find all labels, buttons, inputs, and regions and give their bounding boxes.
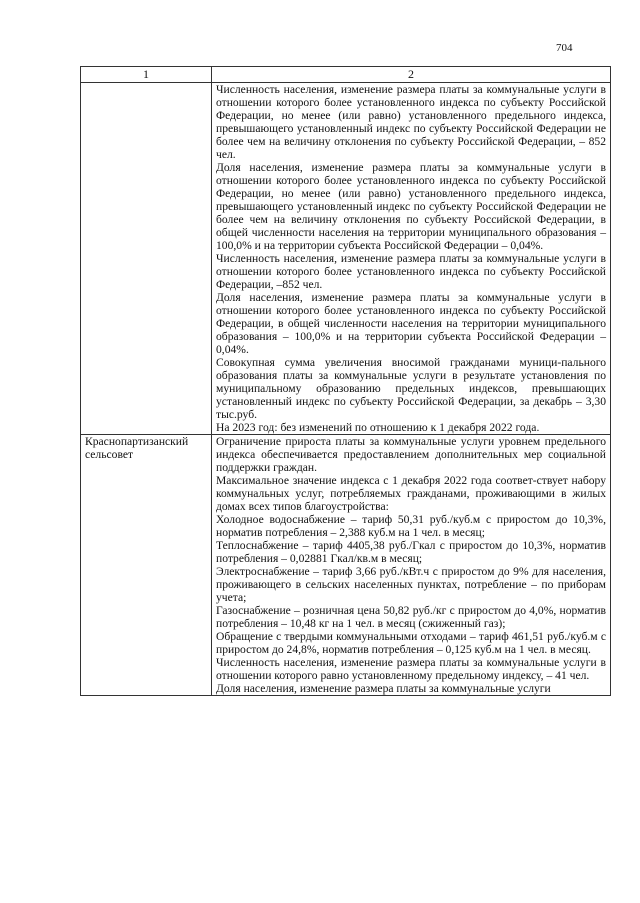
paragraph: Ограничение прироста платы за коммунальные услуги уровнем предельного индекса обеспечивается предоставлением дополнительных мер социальной поддержки граждан. bbox=[216, 435, 606, 474]
paragraph: Численность населения, изменение размера платы за коммунальные услуги в отношении которого более установленного индекса по субъекту Российской Федерации, –852 чел. bbox=[216, 252, 606, 291]
table-header-row bbox=[81, 67, 611, 83]
description-cell bbox=[212, 83, 611, 435]
paragraph: Доля населения, изменение размера платы за коммунальные услуги bbox=[216, 682, 551, 695]
column-header-2: 2 bbox=[212, 67, 611, 83]
paragraph: Численность населения, изменение размера платы за коммунальные услуги в отношении которого более установленного индекса по субъекту Российской Федерации, но менее (или равно) установленного предельного индекса, превышающего установленный индекс по субъекту Российской Федерации не более чем на величину отклонения по субъекту Российской Федерации, – 852 чел. bbox=[216, 83, 606, 161]
document-table bbox=[80, 66, 611, 696]
paragraph: Доля населения, изменение размера платы за коммунальные услуги в отношении которого более установленного индекса по субъекту Российской Федерации, но менее (или равно) установленного предельного индекса, превышающего установленный индекс по субъекту Российской Федерации не более чем на величину отклонения по субъекту Российской Федерации, в общей численности населения на территории муниципального образования – 100,0% и на территории субъекта Российской Федерации – 0,04%. bbox=[216, 161, 606, 252]
page-number: 704 bbox=[556, 42, 573, 54]
column-header-1: 1 bbox=[81, 67, 212, 83]
table-row bbox=[81, 435, 611, 696]
paragraph: Газоснабжение – розничная цена 50,82 руб./кг с приростом до 4,0%, норматив потребления – 10,48 кг на 1 чел. в месяц (сжиженный газ); bbox=[216, 604, 606, 630]
paragraph: Доля населения, изменение размера платы за коммунальные услуги в отношении которого более установленного индекса по субъекту Российской Федерации, в общей численности населения на территории муниципального образования – 100,0% и на территории субъекта Российской Федерации – 0,04%. bbox=[216, 291, 606, 356]
paragraph: Обращение с твердыми коммунальными отходами – тариф 461,51 руб./куб.м с приростом до 24,8%, норматив потребления – 0,125 куб.м на 1 чел. в месяц. bbox=[216, 630, 606, 656]
paragraph: Холодное водоснабжение – тариф 50,31 руб./куб.м с приростом до 10,3%, норматив потребления – 2,388 куб.м на 1 чел. в месяц; bbox=[216, 513, 606, 539]
paragraph: На 2023 год: без изменений по отношению к 1 декабря 2022 года. bbox=[216, 421, 540, 434]
municipality-cell: Краснопартизанский сельсовет bbox=[81, 435, 212, 696]
table-row bbox=[81, 83, 611, 435]
paragraph: Численность населения, изменение размера платы за коммунальные услуги в отношении которого равно установленному предельному индексу, – 41 чел. bbox=[216, 656, 606, 682]
paragraph: Электроснабжение – тариф 3,66 руб./кВт.ч с приростом до 9% для населения, проживающего в сельских населенных пунктах, потребление – по приборам учета; bbox=[216, 565, 606, 604]
paragraph: Теплоснабжение – тариф 4405,38 руб./Гкал с приростом до 10,3%, норматив потребления – 0,02881 Гкал/кв.м в месяц; bbox=[216, 539, 606, 565]
description-cell bbox=[212, 435, 611, 696]
paragraph: Совокупная сумма увеличения вносимой гражданами муници-пального образования платы за коммунальные услуги в результате установления по муниципальному образованию предельных индексов, превышающих установленный индекс по субъекту Российской Федерации, за декабрь – 3,30 тыс.руб. bbox=[216, 356, 606, 421]
paragraph: Максимальное значение индекса с 1 декабря 2022 года соответ-ствует набору коммунальных услуг, потребляемых гражданами, проживающими в жилых домах всех типов благоустройства: bbox=[216, 474, 606, 513]
municipality-cell bbox=[81, 83, 212, 435]
